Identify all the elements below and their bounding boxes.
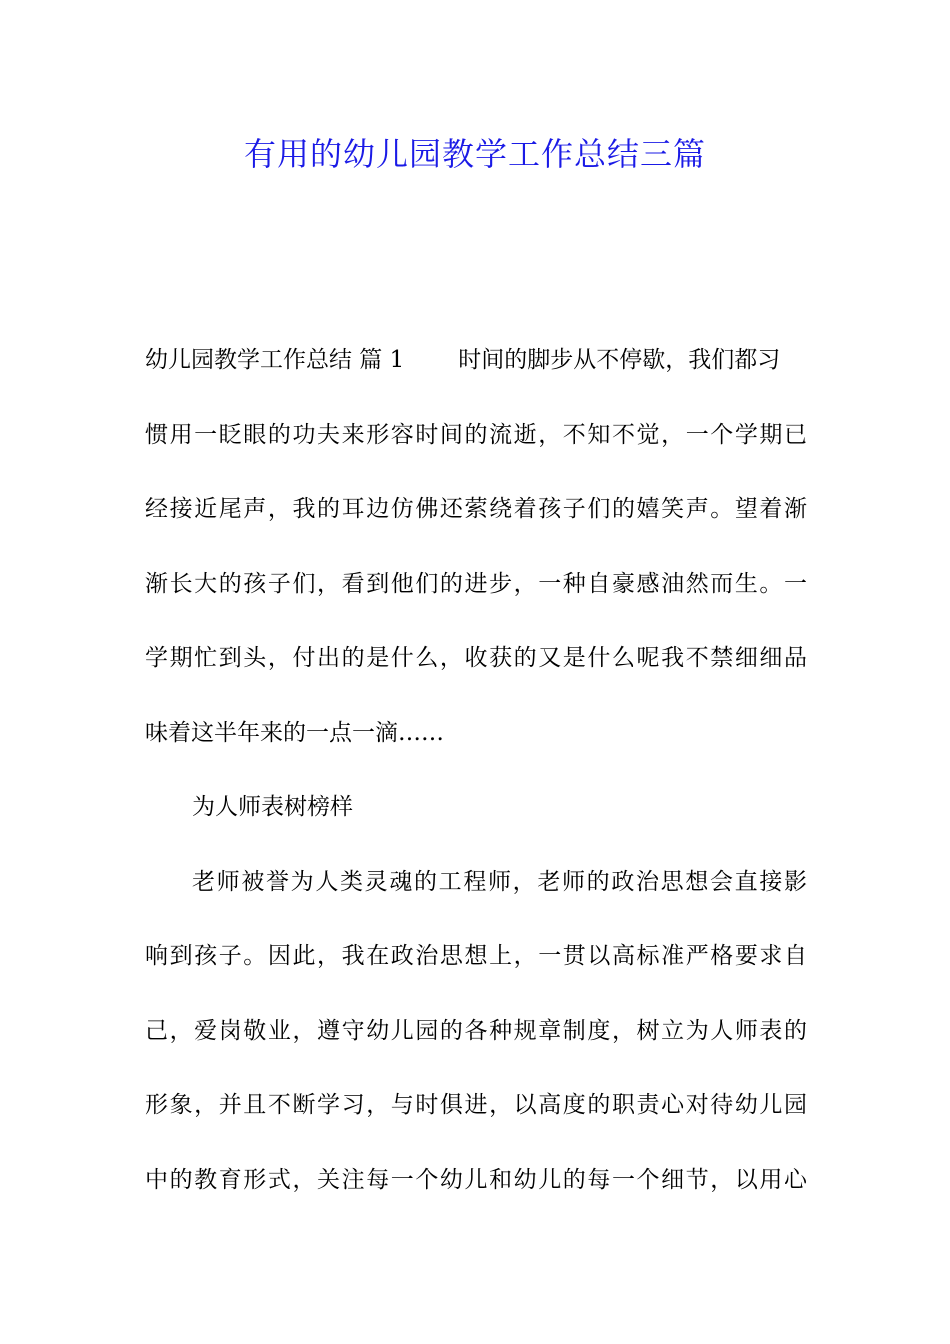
document-body bbox=[145, 336, 807, 1230]
document-title: 有用的幼儿园教学工作总结三篇 bbox=[243, 135, 706, 173]
paragraph-line: 味着这半年来的一点一滴…… bbox=[145, 719, 444, 746]
paragraph-line: 中的教育形式，关注每一个幼儿和幼儿的每一个细节，以用心 bbox=[145, 1166, 807, 1193]
paragraph-line: 渐长大的孩子们，看到他们的进步，一种自豪感油然而生。一 bbox=[145, 570, 807, 597]
paragraph-text: 时间的脚步从不停歇，我们都习 bbox=[458, 347, 781, 373]
paragraph-line: 形象，并且不断学习，与时俱进，以高度的职责心对待幼儿园 bbox=[145, 1092, 807, 1118]
paragraph-line bbox=[145, 336, 807, 411]
paragraph-line: 己，爱岗敬业，遵守幼儿园的各种规章制度，树立为人师表的 bbox=[145, 1017, 807, 1044]
paragraph-line: 经接近尾声，我的耳边仿佛还萦绕着孩子们的嬉笑声。望着渐 bbox=[145, 496, 807, 522]
section-heading: 幼儿园教学工作总结 篇 1 bbox=[145, 347, 405, 373]
paragraph-line: 学期忙到头，付出的是什么，收获的又是什么呢我不禁细细品 bbox=[145, 645, 807, 671]
paragraph-line: 老师被誉为人类灵魂的工程师，老师的政治思想会直接影 bbox=[192, 868, 807, 895]
subheading: 为人师表树榜样 bbox=[192, 794, 353, 820]
paragraph-line: 响到孩子。因此，我在政治思想上，一贯以高标准严格要求自 bbox=[145, 943, 807, 969]
paragraph-line: 惯用一眨眼的功夫来形容时间的流逝，不知不觉，一个学期已 bbox=[145, 421, 807, 448]
